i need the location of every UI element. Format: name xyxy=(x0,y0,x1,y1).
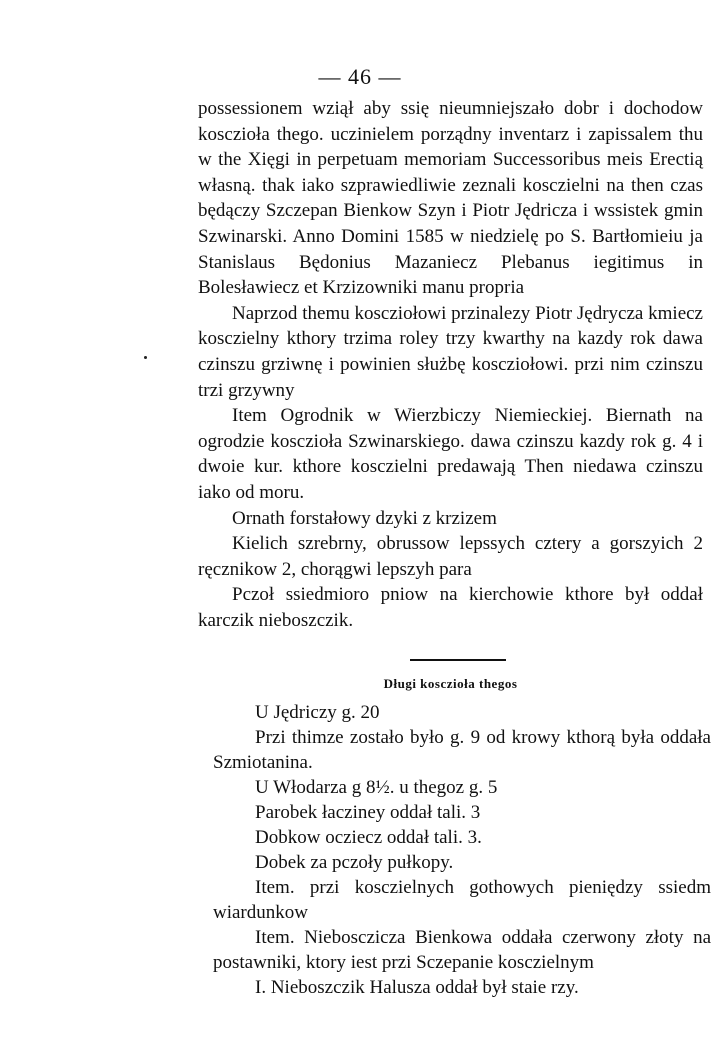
list-item: Item. Nieboscziczа Bienkowa oddała czerwony złoty na postawniki, ktory iest przi Sczepanie kosczielnym xyxy=(213,927,711,973)
list-item: Item. przi kosczielnych gothowych pieniędzy ssiedm wiardunkow xyxy=(213,877,711,923)
list-item: I. Nieboszczik Halusza oddał był staie rzy. xyxy=(255,977,579,998)
list-item: U Włodarza g 8½. u thegoz g. 5 xyxy=(255,777,498,798)
list-item: Dobkow ocziecz oddał tali. 3. xyxy=(255,827,482,848)
section-title: Długi kosczioła thegos xyxy=(383,676,518,691)
list-item: Przi thimze zostało było g. 9 od krowy kthorą była oddała Szmiotanina. xyxy=(213,727,711,773)
section-divider xyxy=(410,659,506,661)
list-item: Dobek za pczoły pułkopy. xyxy=(255,852,454,873)
paragraph: Naprzod themu koscziołowi przinalezy Piotr Jędrycza kmiecz kosczielny kthory trzima roley trzy kwarthy na kazdy rok dawa czinszu grziwnę i powinien służbę koscziołowi. przi nim czinszu trzi grzywny xyxy=(198,302,703,401)
list-item: Parobek łacziney oddał tali. 3 xyxy=(255,802,481,823)
body-text xyxy=(198,96,703,633)
paragraph: Ornath forstałowy dzyki z krzizem xyxy=(232,507,497,529)
paragraph: Kielich szrebrny, obrussow lepssych cztery a gorszyich 2 ręcznikow 2, chorągwi lepszyh para xyxy=(198,533,703,580)
stray-mark xyxy=(144,356,147,359)
paragraph: possessionem wziął aby ssię nieumniejszało dobr i dochodow kosczioła thego. uczinielem porządny inventarz i zapissalem thu w the Xięgi in perpetuam memoriam Successoribus meis Erectią własną. thak iako szprawiedliwie zeznali kosczielni na then czas będączy Szczepan Bienkow Szyn i Piotr Jędricza i wssistek gmin Szwinarski. Anno Domini 1585 w niedzielę po S. Bartłomieiu ja Stanislaus Będonius Mazaniecz Plebanus iegitimus in Bolesławiecz et Krzizowniki manu propria xyxy=(198,98,703,299)
list-item: U Jędriczy g. 20 xyxy=(255,702,380,723)
page-number: — 46 — xyxy=(318,64,402,89)
debts-list xyxy=(213,700,711,1000)
paragraph: Item Ogrodnik w Wierzbiczy Niemieckiej. Biernath na ogrodzie kosczioła Szwinarskiego. dawa czinszu kazdy rok g. 4 i dwoie kur. kthore kosczielni predawają Then niedawa czinszu iako od moru. xyxy=(198,405,703,503)
paragraph: Pczoł ssiedmioro pniow na kierchowie kthore był oddał karczik nieboszczik. xyxy=(198,584,703,631)
